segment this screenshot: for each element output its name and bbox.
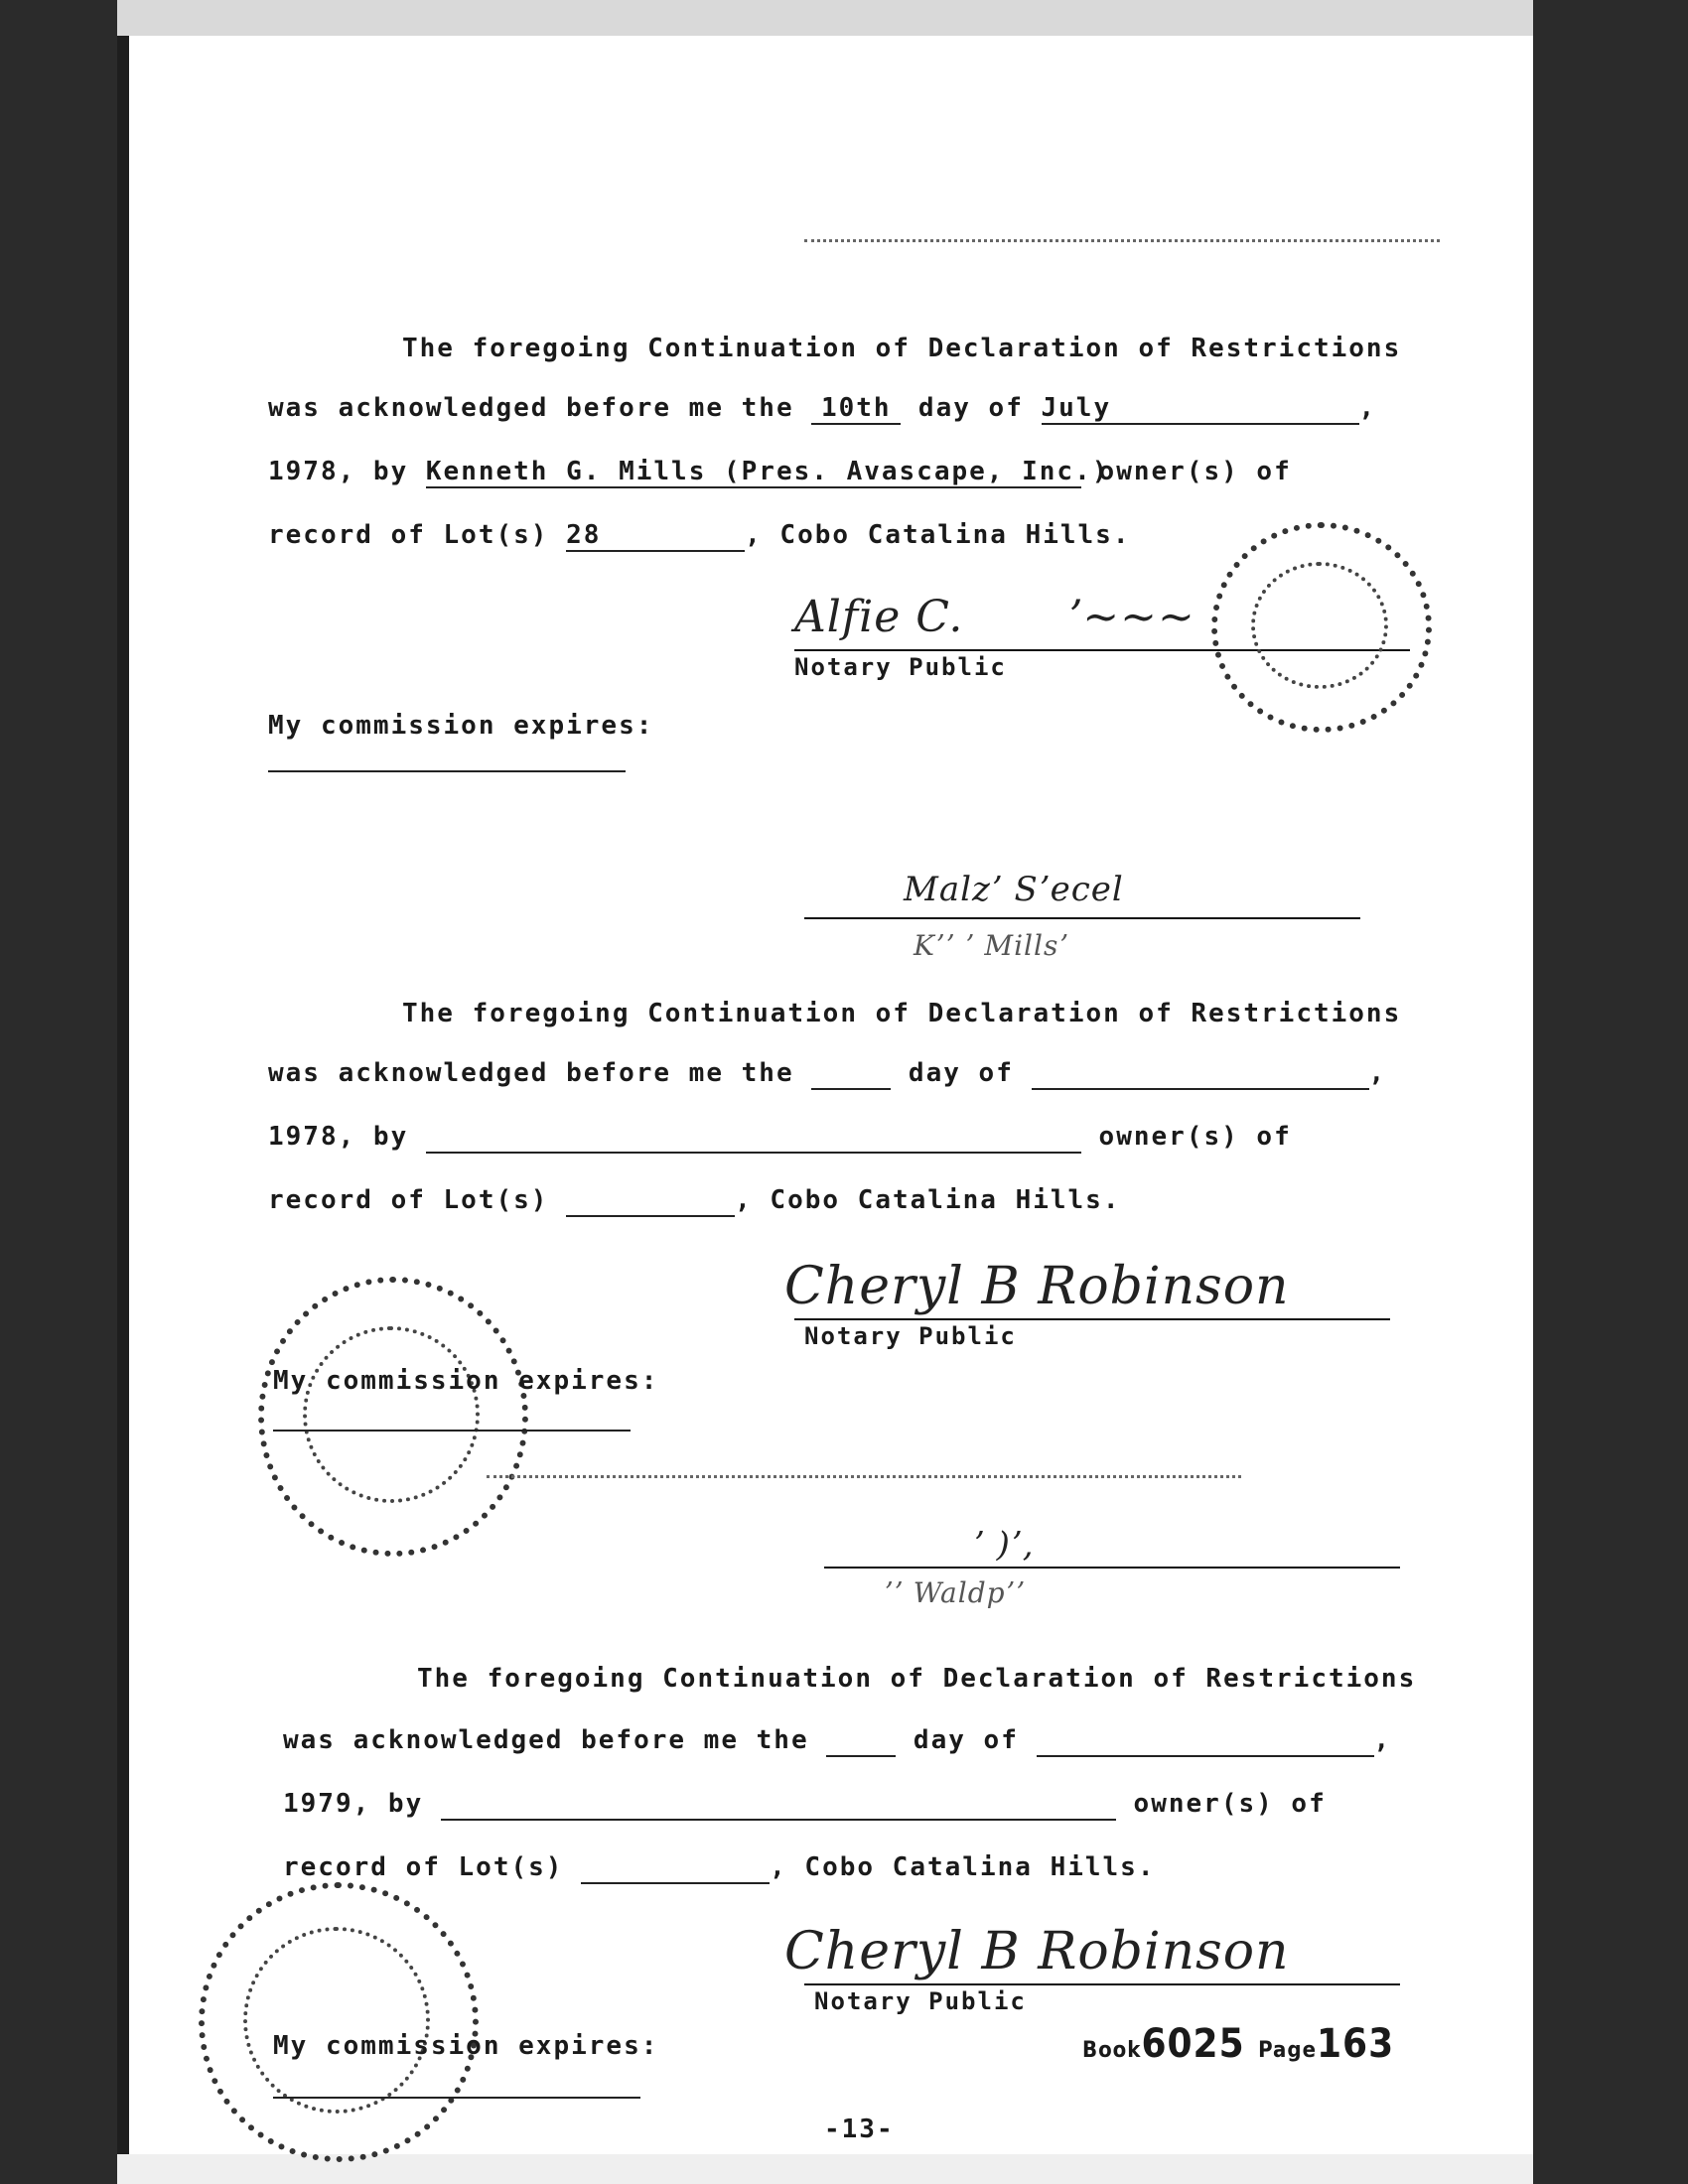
block1-notary-label: Notary Public <box>794 653 1007 681</box>
block2-notary-seal-inner <box>303 1326 480 1503</box>
owner-signature-line-1 <box>804 917 1360 919</box>
block3-owner-blank <box>441 1789 1116 1821</box>
block1-dayof-text: day of <box>917 393 1024 423</box>
block1-line1: The foregoing Continuation of Declaration of Restrictions <box>402 334 1402 363</box>
document-page <box>129 36 1533 2154</box>
block1-month: July <box>1042 393 1359 425</box>
block1-subdivision: , Cobo Catalina Hills. <box>745 520 1131 550</box>
block3-owner-text: owner(s) of <box>1133 1789 1327 1819</box>
block3-commission-label: My commission expires: <box>273 2031 659 2061</box>
block2-ack-text: was acknowledged before me the <box>268 1058 794 1088</box>
block1-day: 10th <box>811 393 901 425</box>
scan-border-right <box>1533 0 1688 2184</box>
owner-signature-2-print: ʼʼ Waldpʼʼ <box>884 1576 1026 1609</box>
block3-notary-seal-inner <box>243 1927 430 2114</box>
page-number: -13- <box>824 2115 895 2144</box>
block3-dayof-text: day of <box>913 1725 1019 1755</box>
block2-month-blank <box>1032 1058 1369 1090</box>
owner-signature-1-print: Kʼʼ ʼ Millsʼ <box>914 929 1069 962</box>
block3-day-blank <box>826 1725 896 1757</box>
block1-notary-signature: Alfie C. ʼ~~~ <box>794 592 1196 642</box>
owner-signature-2: ʼ )ʼ, <box>973 1525 1035 1565</box>
block1-line4 <box>268 520 1130 552</box>
block1-year: 1978, by <box>268 457 409 486</box>
book-page-reference: Book6025 Page163 <box>1082 2021 1395 2067</box>
block1-ack-text: was acknowledged before me the <box>268 393 794 423</box>
block2-line3 <box>268 1122 1292 1154</box>
block2-line1: The foregoing Continuation of Declaration of Restrictions <box>402 999 1402 1028</box>
block2-notary-label: Notary Public <box>804 1322 1017 1350</box>
block1-lot: 28 <box>566 520 745 552</box>
block2-day-blank <box>811 1058 891 1090</box>
block1-commission-label: My commission expires: <box>268 711 654 741</box>
block1-commission-line <box>268 770 626 772</box>
block1-owner: Kenneth G. Mills (Pres. Avascape, Inc.) <box>425 457 1110 486</box>
block1-lot-text: record of Lot(s) <box>268 520 549 550</box>
block2-line2: was acknowledged before me the day of , <box>268 1058 1387 1088</box>
block2-lot-blank <box>566 1185 735 1217</box>
block2-owner-text: owner(s) of <box>1098 1122 1292 1152</box>
owner-signature-1: Malzʼ Sʼecel <box>904 870 1124 909</box>
block2-notary-signature: Cheryl B Robinson <box>784 1257 1290 1316</box>
block3-ack-text: was acknowledged before me the <box>283 1725 809 1755</box>
block2-lot-text: record of Lot(s) <box>268 1185 549 1215</box>
block3-line3 <box>283 1789 1327 1821</box>
block1-line3 <box>268 457 1292 488</box>
block3-signature-line <box>804 1983 1400 1985</box>
scan-border-left <box>0 0 117 2184</box>
block2-commission-label: My commission expires: <box>273 1366 659 1396</box>
page-reference: 163 <box>1317 2021 1395 2067</box>
block2-subdivision: , Cobo Catalina Hills. <box>735 1185 1121 1215</box>
block2-year: 1978, by <box>268 1122 409 1152</box>
block3-notary-signature: Cheryl B Robinson <box>784 1922 1290 1981</box>
block3-commission-line <box>273 2097 640 2099</box>
block2-line4 <box>268 1185 1120 1217</box>
block3-line2: was acknowledged before me the day of , <box>283 1725 1392 1755</box>
block3-line4 <box>283 1852 1155 1884</box>
block2-signature-line <box>794 1318 1390 1320</box>
block2-commission-line <box>273 1430 631 1432</box>
block3-year: 1979, by <box>283 1789 424 1819</box>
block2-owner-blank <box>426 1122 1081 1154</box>
faint-mid-marks <box>487 1475 1241 1478</box>
block3-lot-text: record of Lot(s) <box>283 1852 564 1882</box>
block1-owner-text: owner(s) of <box>1098 457 1292 486</box>
block2-dayof-text: day of <box>908 1058 1014 1088</box>
block3-lot-blank <box>581 1852 770 1884</box>
block3-month-blank <box>1037 1725 1374 1757</box>
scan-border-top <box>117 0 1533 36</box>
block3-notary-label: Notary Public <box>814 1987 1027 2015</box>
block1-notary-seal-inner <box>1251 562 1388 689</box>
block3-subdivision: , Cobo Catalina Hills. <box>770 1852 1156 1882</box>
block3-line1: The foregoing Continuation of Declaration of Restrictions <box>417 1664 1417 1694</box>
owner-signature-line-2 <box>824 1567 1400 1569</box>
faint-top-marks <box>804 239 1440 242</box>
block1-line2: was acknowledged before me the 10th day of July , <box>268 393 1377 423</box>
book-number: 6025 <box>1141 2021 1245 2067</box>
